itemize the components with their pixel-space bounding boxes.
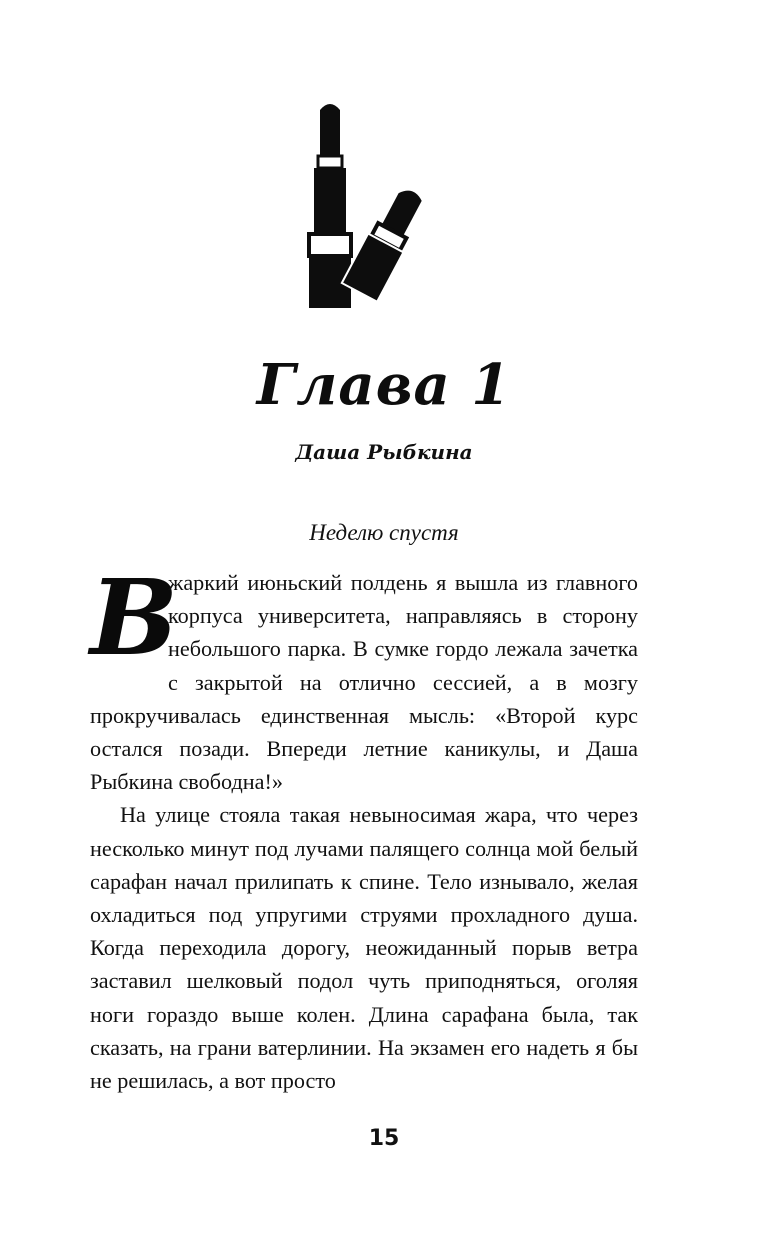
chapter-title: Глава 1	[256, 352, 512, 418]
drop-cap: В	[90, 556, 178, 679]
paragraph-text: жаркий июньский полдень я вышла из главного корпуса университета, направляясь в сторону небольшого парка. В сумке гордо лежала зачетка с закрытой на отлично сессией, а в мозгу прокручивалась единственная мысль: «Второй курс остался позади. Впереди летние каникулы, и Даша Рыбкина свободна!»	[90, 570, 638, 795]
chapter-time-note: Неделю спустя	[309, 520, 459, 545]
chapter-character-name: Даша Рыбкина	[295, 440, 473, 464]
paragraph: На улице стояла такая невыносимая жара, что через несколько минут под лучами палящего солнца мой белый сарафан начал прилипать к спине. Тело изнывало, желая охладиться под упругими струями прохладного душа. Когда переходила дорогу, неожиданный порыв ветра заставил шелковый подол чуть приподняться, оголяя ноги гораздо выше колен. Длина сарафана была, так сказать, на грани ватерлинии. На экзамен его надеть я бы не решилась, а вот просто	[90, 802, 638, 1094]
paragraph	[90, 556, 638, 798]
lipstick-icon	[296, 100, 426, 315]
chapter-body	[90, 556, 638, 1097]
page-number: 15	[368, 1126, 400, 1151]
